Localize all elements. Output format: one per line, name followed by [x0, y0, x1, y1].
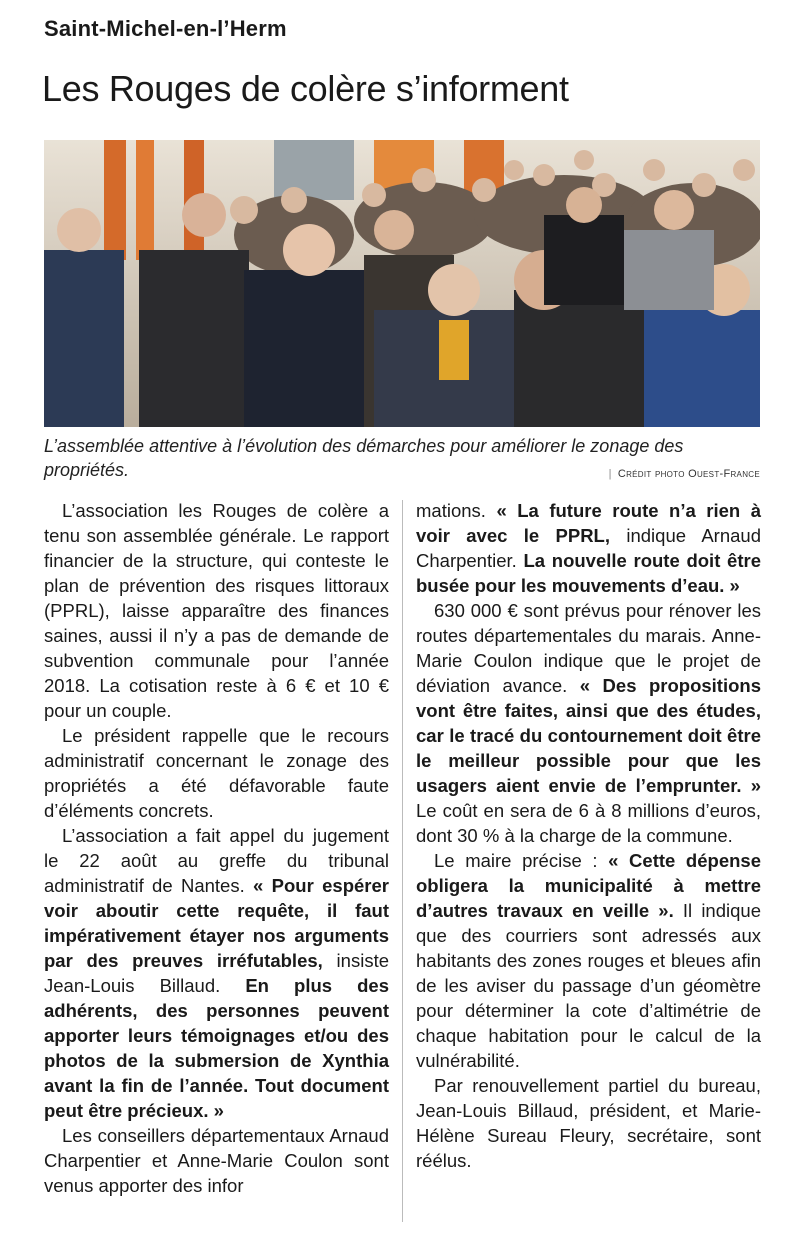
quote-run: « Des propositions vont être faites, ainsi que des études, car le tracé du contournement doit être le meilleur possible pour que les usagers aient envie de l’emprunter. »	[416, 675, 761, 796]
quote-run: « Pour espérer voir aboutir cette requête, il faut impérativement étayer nos arguments par des preuves irréfutables,	[44, 875, 389, 971]
text-run: Le coût en sera de 6 à 8 millions d’euros, dont 30 % à la charge de la commune.	[416, 800, 761, 846]
paragraph: Par renouvellement partiel du bureau, Jean-Louis Billaud, président, et Marie-Hélène Sureau Fleury, secrétaire, sont réélus.	[416, 1075, 761, 1171]
photo-caption: L’assemblée attentive à l’évolution des démarches pour améliorer le zonage des propriétés.	[44, 436, 684, 480]
paragraph	[416, 848, 761, 1073]
quote-run: En plus des adhérents, des personnes peuvent apporter leurs témoignages et/ou des photos de la submersion de Xynthia avant la fin de l’année. Tout document peut être précieux. »	[44, 975, 389, 1121]
body-column-left	[44, 498, 389, 1198]
paragraph: Les conseillers départementaux Arnaud Charpentier et Anne-Marie Coulon sont venus apporter des infor	[44, 1125, 389, 1196]
text-run: Il indique que des courriers sont adressés aux habitants des zones rouges et bleues afin de les aviser du passage d’un géomètre pour déterminer la cote d’altimétrie de chaque habitation pour le calcul de la vulnérabilité.	[416, 900, 761, 1071]
column-divider	[402, 500, 403, 1222]
audience-photo-icon	[44, 140, 760, 427]
text-run: Le maire précise :	[434, 850, 609, 871]
article-kicker: Saint-Michel-en-l’Herm	[44, 16, 287, 41]
photo-credit	[609, 468, 760, 480]
text-run: mations.	[416, 500, 497, 521]
article-photo	[44, 140, 760, 427]
paragraph: Le président rappelle que le recours administratif concernant le zonage des propriétés a été défavorable faute d’éléments concrets.	[44, 725, 389, 821]
text-run: insiste Jean-Louis Billaud.	[44, 950, 389, 996]
quote-run: « La future route n’a rien à voir avec le PPRL,	[416, 500, 761, 546]
credit-separator: |	[608, 468, 612, 480]
quote-run: « Cette dépense obligera la municipalité à mettre d’autres travaux en veille ».	[416, 850, 761, 921]
paragraph	[416, 598, 761, 848]
text-run: indique Arnaud Charpentier.	[416, 525, 761, 571]
text-run: L’association a fait appel du jugement le 22 août au greffe du tribunal administratif de Nantes.	[44, 825, 389, 896]
quote-run: La nouvelle route doit être busée pour les mouvements d’eau. »	[416, 550, 761, 596]
text-run: 630 000 € sont prévus pour rénover les routes départementales du marais. Anne-Marie Coulon indique que le projet de déviation avance.	[416, 600, 761, 696]
credit-source: Ouest-France	[688, 468, 760, 480]
credit-label: Crédit photo	[617, 468, 685, 480]
paragraph: L’association les Rouges de colère a tenu son assemblée générale. Le rapport financier de la structure, qui conteste le plan de prévention des risques littoraux (PPRL), laisse apparaître des finances saines, aussi il n’y a pas de demande de subvention communale pour l’année 2018. La cotisation reste à 6 € et 10 € pour un couple.	[44, 500, 389, 721]
body-column-right	[416, 498, 761, 1173]
paragraph-continued	[416, 498, 761, 598]
article-headline: Les Rouges de colère s’informent	[42, 68, 569, 109]
paragraph	[44, 823, 389, 1123]
